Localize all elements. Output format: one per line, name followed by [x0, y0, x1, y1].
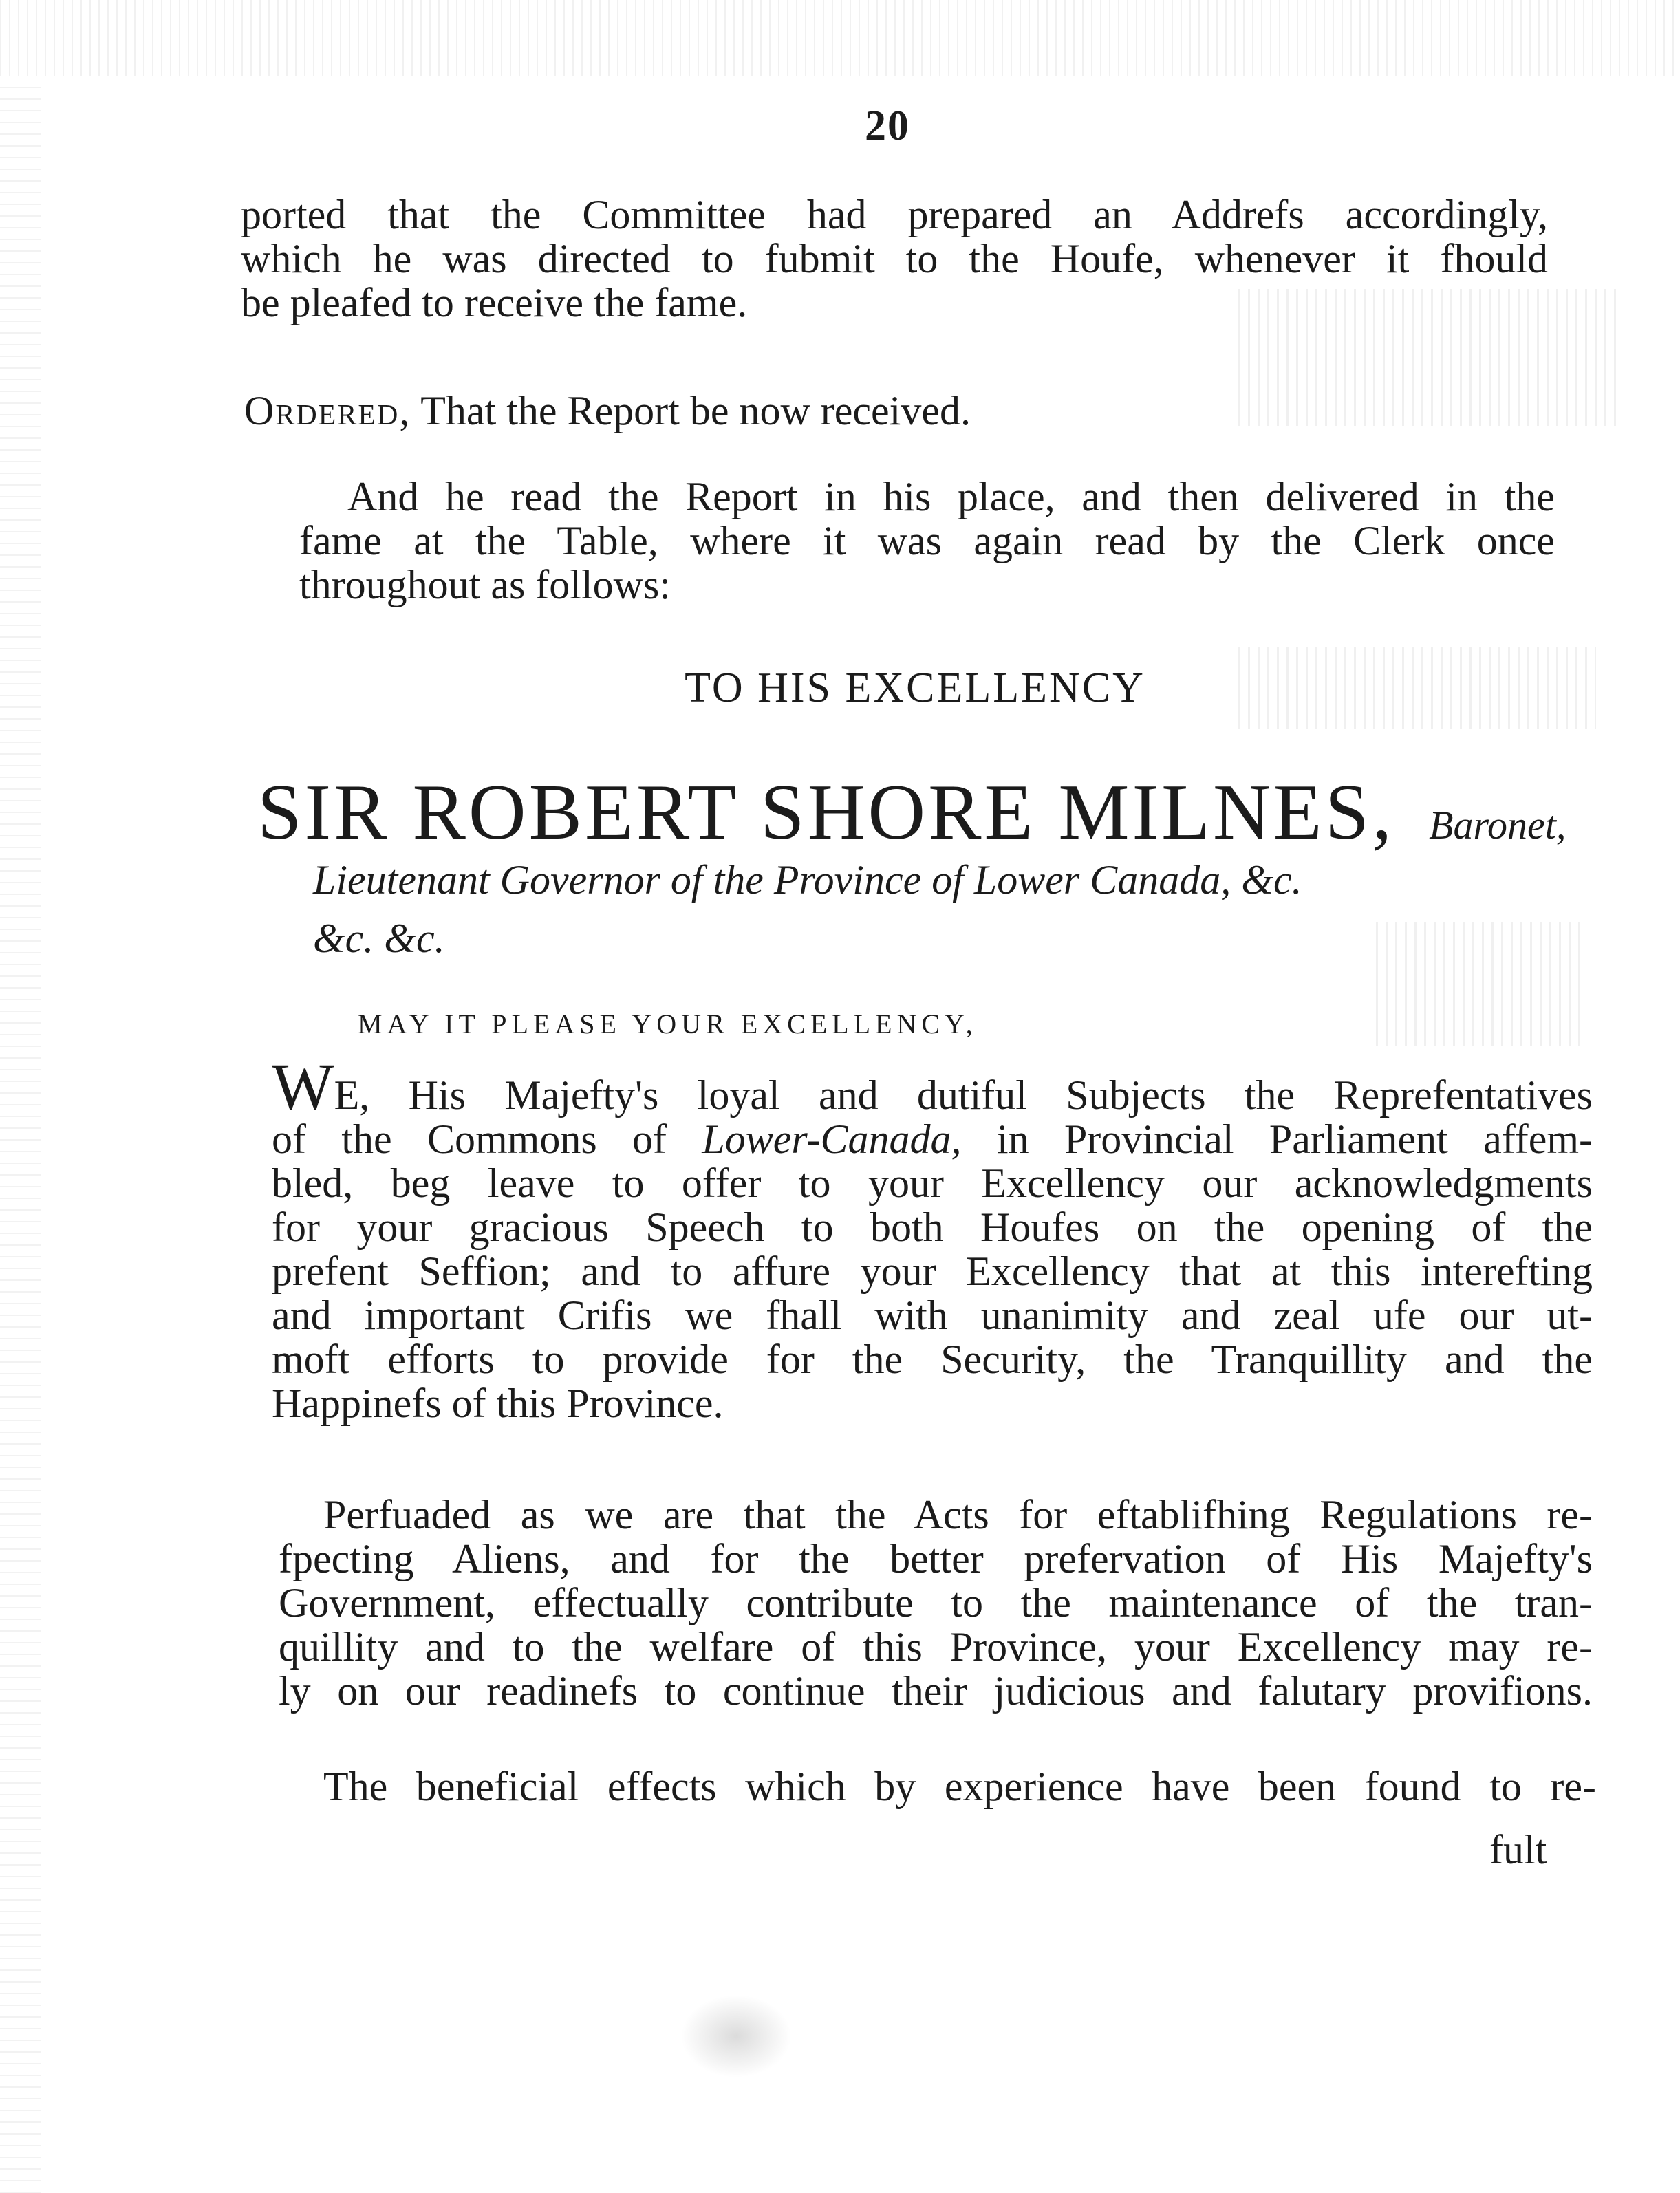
place-name: Lower-Canada,	[702, 1116, 962, 1162]
text-line	[272, 1117, 1593, 1161]
addressee-rank: Baronet,	[1429, 803, 1566, 847]
scan-noise-left	[0, 76, 41, 2193]
addressee-title: Lieutenant Governor of the Province of Lower Canada, &c.	[313, 857, 1302, 903]
scan-noise-top	[0, 0, 1680, 76]
salutation: MAY IT PLEASE YOUR EXCELLENCY,	[358, 1008, 978, 1039]
text-line: for your gracious Speech to both Houfes on the opening of the	[272, 1204, 1593, 1250]
text-line: Happinefs of this Province.	[272, 1381, 724, 1426]
paragraph-ordered	[244, 389, 1551, 433]
address-heading: TO HIS EXCELLENCY	[685, 665, 1145, 711]
bleed-through-2	[1238, 647, 1596, 729]
text-line: prefent Seffion; and to affure your Excellency that at this interefting	[272, 1249, 1593, 1294]
addressee-line	[257, 767, 1578, 858]
bleed-through-3	[1376, 922, 1582, 1046]
text-line: The beneficial effects which by experience have been found to re-	[323, 1764, 1596, 1809]
text-line: throughout as follows:	[299, 562, 671, 607]
text-line: And he read the Report in his place, and then delivered in the	[347, 474, 1555, 519]
text-line: and important Crifis we fhall with unanimity and zeal ufe our ut-	[272, 1293, 1593, 1338]
text-line: fpecting Aliens, and for the better prefervation of His Majefty's	[279, 1536, 1593, 1581]
address-paragraph-3	[279, 1764, 1596, 1808]
ordered-text: That the Report be now received.	[411, 388, 971, 433]
addressee-title-cont: &c. &c.	[313, 916, 445, 961]
text-line: Perfuaded as we are that the Acts for eftablifhing Regulations re-	[323, 1492, 1593, 1537]
text-line: quillity and to the welfare of this Province, your Excellency may re-	[279, 1624, 1593, 1670]
text-line	[244, 389, 1551, 433]
text-line: fame at the Table, where it was again read by the Clerk once	[299, 518, 1555, 563]
text-line: ly on our readinefs to continue their judicious and falutary provifions.	[279, 1668, 1593, 1714]
first-line-text: E, His Majefty's loyal and dutiful Subjects the Reprefentatives	[334, 1072, 1593, 1118]
text-line: which he was directed to fubmit to the Houfe, whenever it fhould	[241, 236, 1548, 281]
text-line: bled, beg leave to offer to your Excellency our acknowledgments	[272, 1160, 1593, 1206]
text-line: moft efforts to provide for the Security, the Tranquillity and the	[272, 1337, 1593, 1382]
ordered-label: Ordered,	[244, 388, 411, 433]
text-line: ported that the Committee had prepared an Addrefs accordingly,	[241, 192, 1548, 237]
ink-smudge	[681, 1995, 791, 2077]
addressee-name: SIR ROBERT SHORE MILNES,	[257, 768, 1395, 856]
text-line: be pleafed to receive the fame.	[241, 280, 748, 325]
text-line	[272, 1050, 1593, 1123]
address-paragraph-1	[272, 1050, 1593, 1426]
text-line: Government, effectually contribute to the maintenance of the tran-	[279, 1580, 1593, 1625]
page-number: 20	[865, 102, 910, 149]
line-text: in Provincial Parliament affem-	[961, 1116, 1593, 1162]
address-paragraph-2	[279, 1493, 1593, 1713]
line-text: of the Commons of	[272, 1116, 702, 1162]
paragraph-read-report	[251, 475, 1555, 607]
paragraph-report	[241, 193, 1548, 325]
catchword: fult	[1489, 1827, 1547, 1872]
drop-cap: W	[272, 1050, 334, 1123]
